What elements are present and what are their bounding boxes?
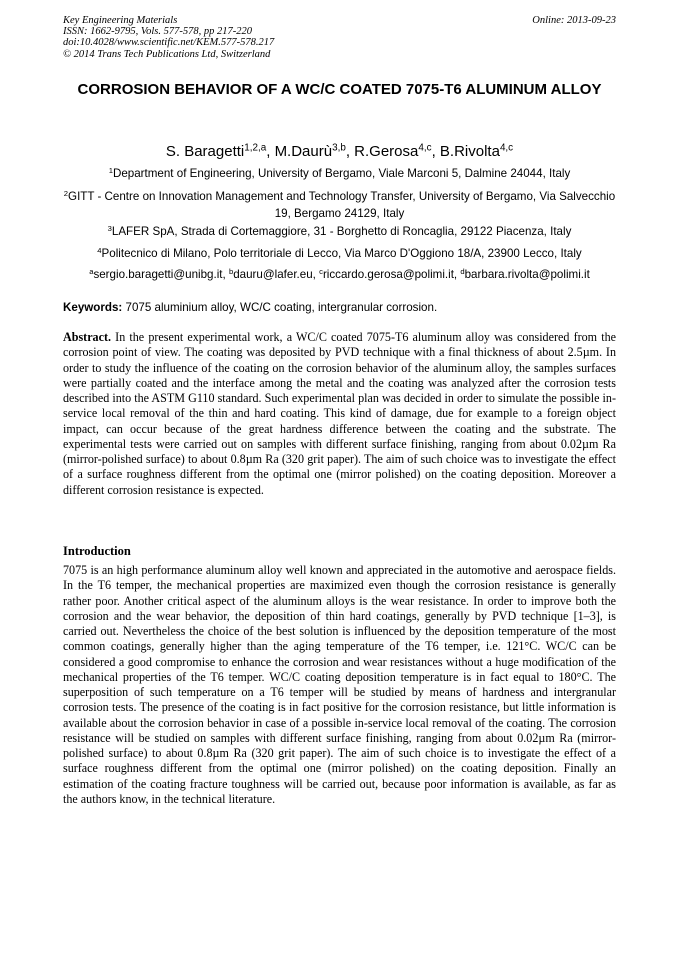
- email-mark: a: [89, 266, 94, 276]
- affiliation-text: GITT - Centre on Innovation Management and Technology Transfer, University of Bergamo, Via Salvecchio 19, Bergamo 24129, Italy: [68, 190, 616, 220]
- section-heading-introduction: Introduction: [63, 544, 131, 558]
- affiliation-mark: 4: [97, 245, 102, 255]
- affiliation: [63, 246, 616, 263]
- affiliation-mark: 1: [108, 165, 113, 175]
- email-address[interactable]: sergio.baragetti@unibg.it,: [93, 268, 229, 281]
- copyright-line: © 2014 Trans Tech Publications Ltd, Switzerland: [63, 48, 271, 60]
- introduction-paragraph: 7075 is an high performance aluminum alloy well known and appreciated in the automotive and aerospace fields. In the T6 temper, the mechanical properties are maximized even though the corrosion resistance is generally rather poor. Another critical aspect of the aluminum alloys is the wear resistance. In order to improve both the corrosion and the wear behavior, the deposition of thin hard coatings, generally by PVD technique [1–3], is carried out. Nevertheless the choice of the best solution is influenced by the deposition temperature of the most common coatings, generally higher than the aging temperature of the T6 temper, i.e. 121°C. WC/C can be considered a good compromise to enhance the corrosion and wear resistances without a huge modification of the mechanical properties of the T6 temper. WC/C coating deposition temperature is in fact equal to 180°C. The superposition of such temperature on a T6 temper will be studied by means of hardness and intergranular corrosion tests. The presence of the coating is in fact positive for the corrosion resistance, but little information is available about the corrosion behavior in case of a possible in-service local removal of the coating. The corrosion resistance will be studied on samples with different surface finishing, ranging from about 0.02µm Ra (mirror-polished surface) to about 0.8µm Ra (320 grit paper). The aim of such choice is to investigate the effect of a surface roughness different from the optimal one (mirror polished) on the coating deposition. Finally an estimation of the coating fracture toughness will be carried out, because poor information is available, as far as the authors know, in the technical literature.: [63, 563, 616, 806]
- affiliation-text: LAFER SpA, Strada di Cortemaggiore, 31 - Borghetto di Roncaglia, 29122 Piacenza, Italy: [111, 225, 572, 238]
- email-address[interactable]: barbara.rivolta@polimi.it: [464, 268, 590, 281]
- author-separator: ,: [431, 143, 440, 160]
- journal-name: Key Engineering Materials: [63, 15, 178, 26]
- doi-line: doi:10.4028/www.scientific.net/KEM.577-578.217: [63, 37, 275, 49]
- affiliation-text: Politecnico di Milano, Polo territoriale di Lecco, Via Marco D'Oggiono 18/A, 23900 Lecco, Italy: [101, 247, 582, 260]
- keywords: [63, 300, 616, 316]
- author-name: M.Daurù: [274, 143, 333, 160]
- email-mark: b: [228, 266, 234, 276]
- affiliation-mark: 3: [107, 223, 112, 233]
- author-affiliation-mark: 4,c: [418, 142, 432, 154]
- author-name: B.Rivolta: [439, 143, 500, 160]
- abstract-label: Abstract.: [63, 330, 112, 344]
- author-list: [63, 143, 616, 161]
- online-date: Online: 2013-09-23: [532, 15, 616, 26]
- affiliation-mark: 2: [63, 188, 69, 198]
- author-affiliation-mark: 1,2,a: [244, 142, 267, 154]
- author-name: S. Baragetti: [165, 143, 245, 160]
- email-address[interactable]: dauru@lafer.eu,: [233, 268, 320, 281]
- author-name: R.Gerosa: [354, 143, 419, 160]
- abstract-text: In the present experimental work, a WC/C coated 7075-T6 aluminum alloy was considered from the corrosion point of view. The coating was deposited by PVD technique with a final thickness of about 2.5µm. In order to study the influence of the coating on the corrosion behavior of the aluminum alloy, the samples surfaces were partially coated and the interface among the metal and the coating was analyzed after the corrosion tests described into the ASTM G110 standard. Such experimental plan was decided in order to simulate the possible in-service local removal of the thin and hard coating. This kind of damage, due for example to a foreign object impact, can occur because of the great hardness difference between the coating and the substrate. The experimental tests were carried out on samples with different surface finishing, ranging from about 0.02µm Ra (mirror-polished surface) to about 0.8µm Ra (320 grit paper). The aim of such choice was to investigate the effect of a surface roughness different from the optimal one (mirror polished) on the coating deposition. Moreover a different corrosion resistance is expected.: [63, 330, 616, 497]
- issn-line: ISSN: 1662-9795, Vols. 577-578, pp 217-220: [63, 26, 252, 38]
- email-list: [63, 267, 616, 284]
- abstract: [63, 330, 616, 498]
- author-affiliation-mark: 3,b: [332, 142, 346, 154]
- introduction-body: [63, 563, 616, 807]
- keywords-label: Keywords:: [63, 301, 123, 314]
- email-address[interactable]: riccardo.gerosa@polimi.it,: [322, 268, 461, 281]
- email-mark: c: [319, 266, 323, 276]
- affiliation: [63, 224, 616, 241]
- affiliation-text: Department of Engineering, University of Bergamo, Viale Marconi 5, Dalmine 24044, Italy: [112, 167, 571, 180]
- author-affiliation-mark: 4,c: [499, 142, 514, 154]
- email-mark: d: [460, 266, 465, 276]
- keywords-text: 7075 aluminium alloy, WC/C coating, intergranular corrosion.: [122, 301, 438, 314]
- paper-title: CORROSION BEHAVIOR OF A WC/C COATED 7075-T6 ALUMINUM ALLOY: [77, 81, 602, 98]
- author-separator: ,: [266, 143, 275, 160]
- journal-info: [63, 15, 274, 60]
- author-separator: ,: [345, 143, 355, 160]
- affiliation: [63, 189, 616, 222]
- affiliation: [63, 166, 616, 183]
